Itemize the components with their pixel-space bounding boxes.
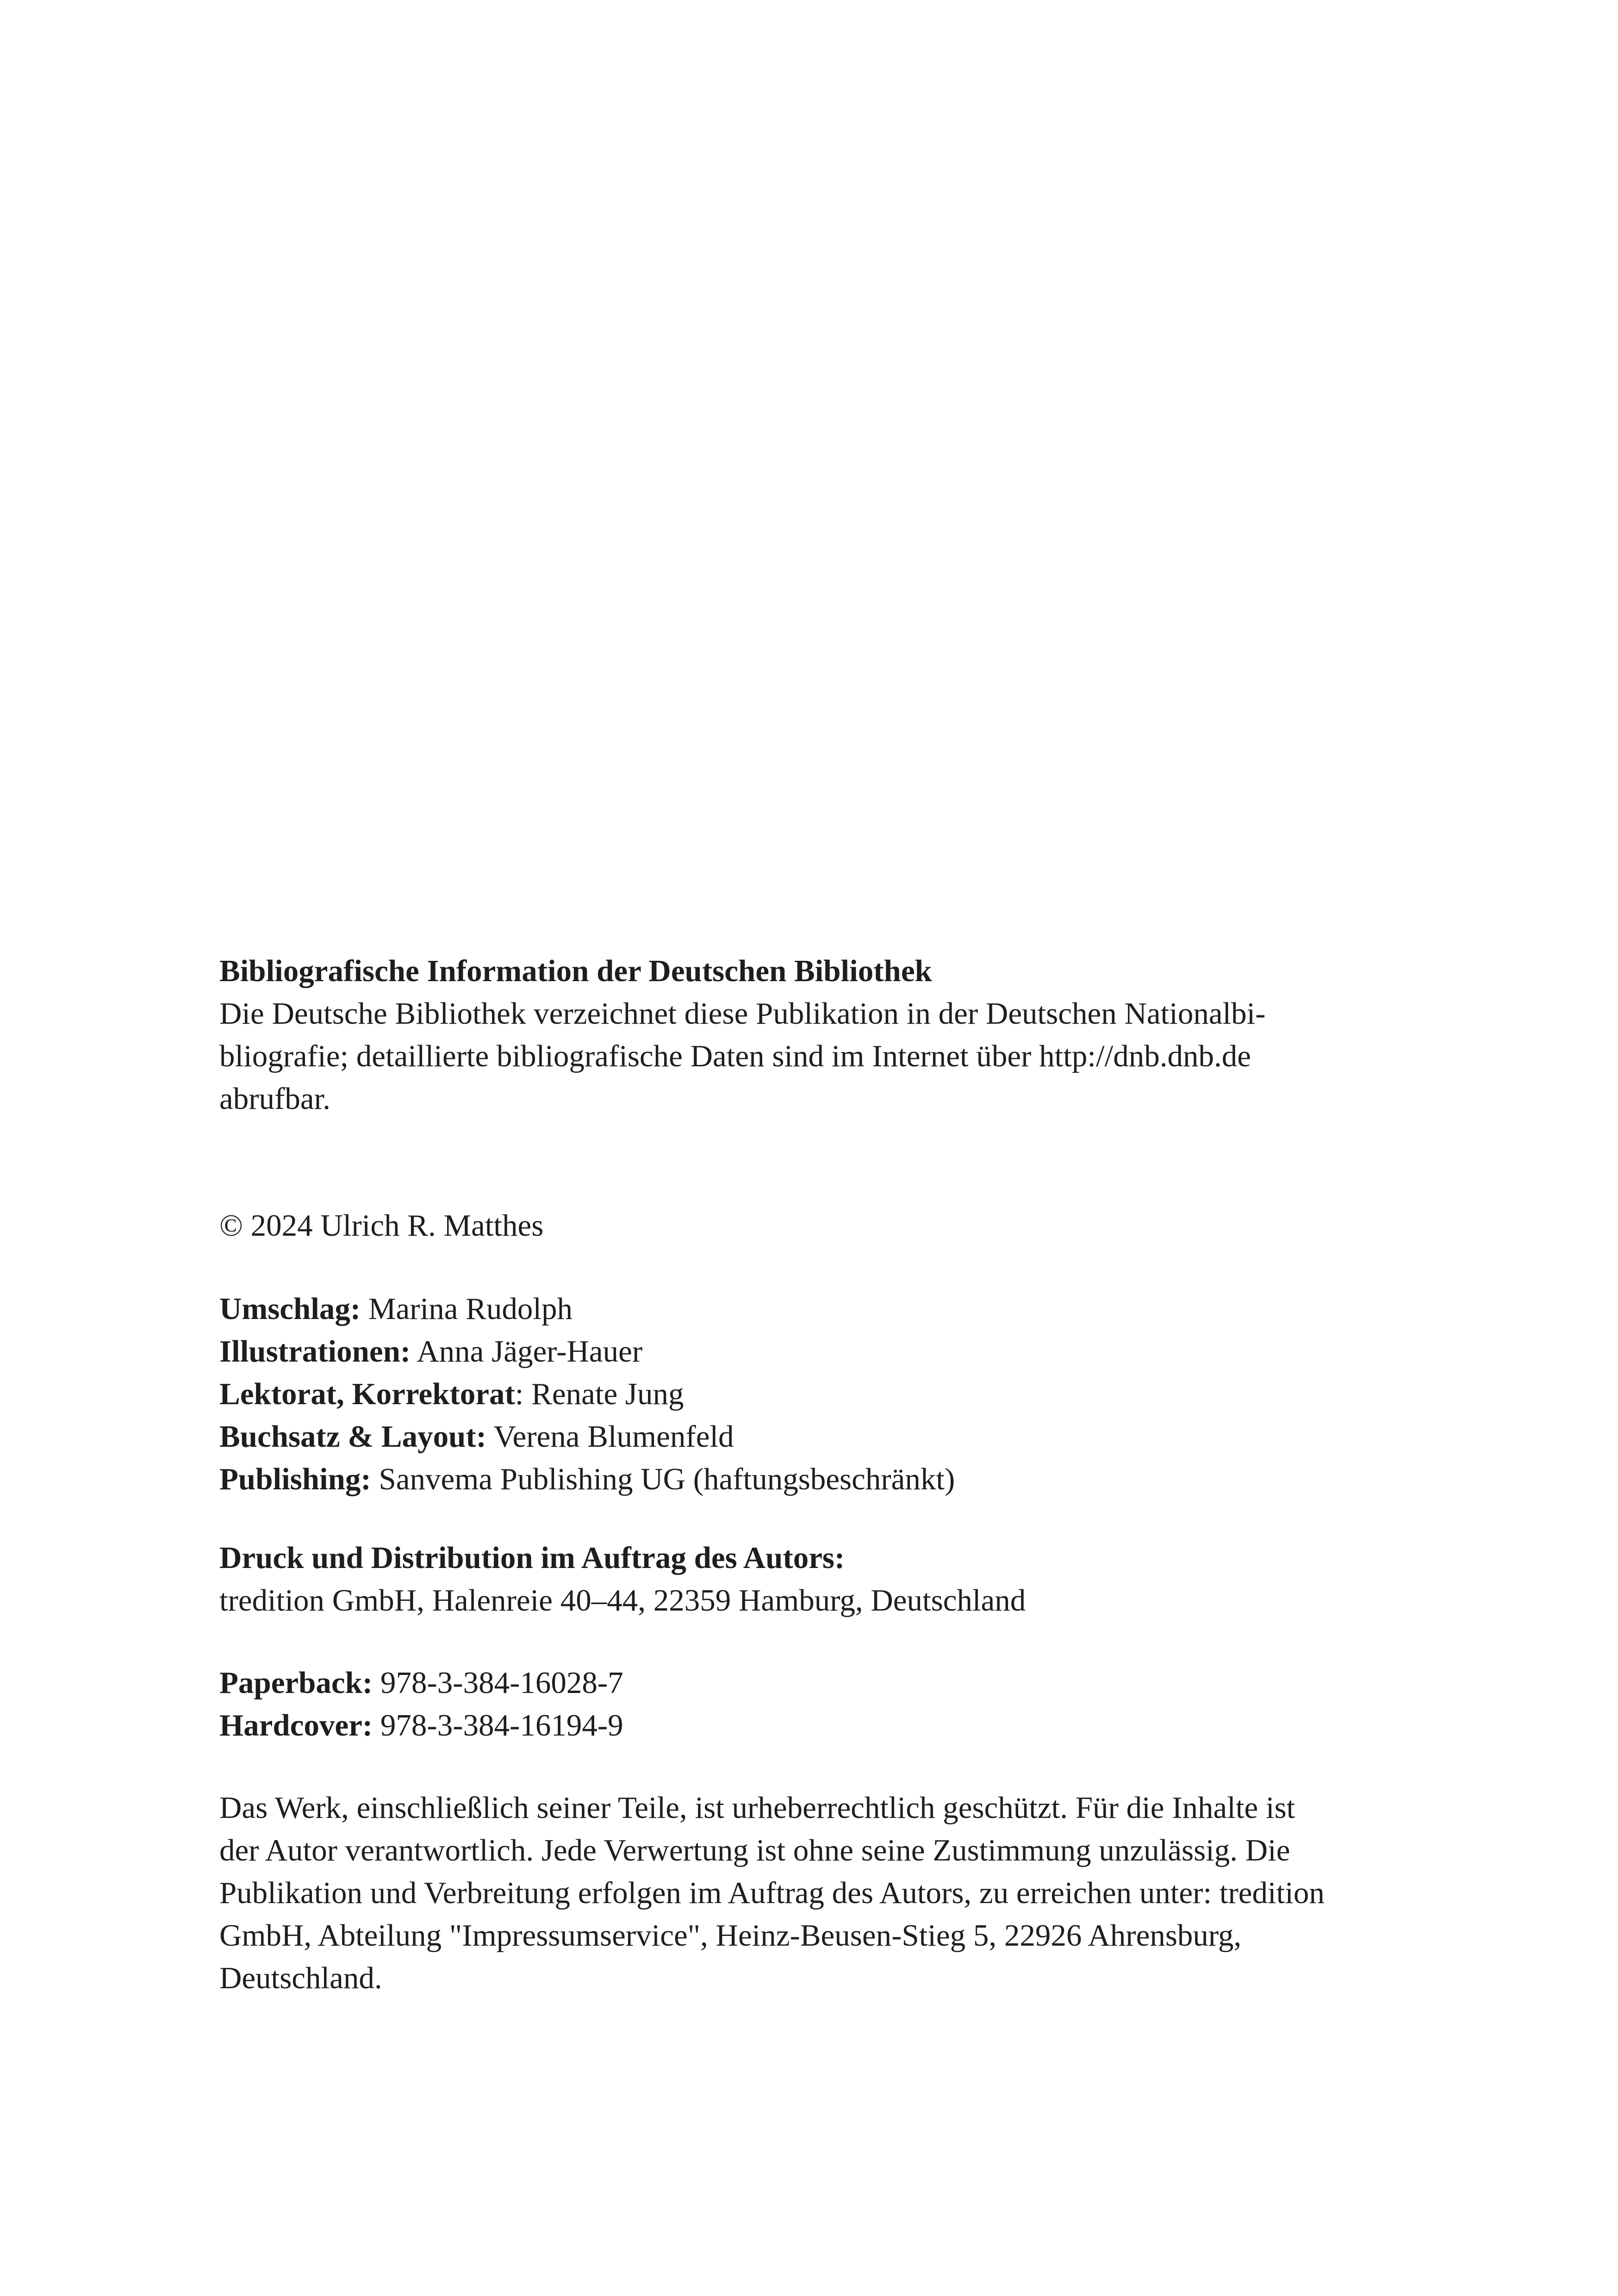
isbn-hardcover: [219, 1704, 1450, 1747]
bibliographic-line: bliografie; detaillierte bibliografische Daten sind im Internet über http://dnb.dnb.de: [219, 1039, 1251, 1073]
credit-value: : Renate Jung: [515, 1377, 684, 1411]
credit-label: Illustrationen:: [219, 1334, 411, 1369]
copyright-notice: © 2024 Ulrich R. Matthes: [219, 1208, 544, 1243]
legal-line: Deutschland.: [219, 1961, 382, 1995]
bibliographic-line: Die Deutsche Bibliothek verzeichnet diese Publikation in der Deutschen Nationalbi-: [219, 996, 1266, 1031]
copyright-section: [219, 1204, 1450, 1247]
credit-value: Sanvema Publishing UG (haftungsbeschränkt): [371, 1462, 955, 1496]
isbn-value: 978-3-384-16194-9: [373, 1708, 623, 1742]
bibliographic-heading: Bibliografische Information der Deutschen Bibliothek: [219, 954, 932, 988]
credit-publishing: [219, 1458, 1450, 1500]
credit-typesetting: [219, 1415, 1450, 1458]
credit-value: Marina Rudolph: [361, 1292, 573, 1326]
isbn-value: 978-3-384-16028-7: [373, 1666, 623, 1700]
printing-section: [219, 1537, 1450, 1622]
credit-cover: [219, 1288, 1450, 1330]
credit-editing: [219, 1373, 1450, 1415]
credit-label: Umschlag:: [219, 1292, 361, 1326]
isbn-section: [219, 1661, 1450, 1747]
isbn-label: Hardcover:: [219, 1708, 373, 1742]
legal-line: Publikation und Verbreitung erfolgen im Auftrag des Autors, zu erreichen unter: tredition: [219, 1876, 1325, 1910]
credit-value: Anna Jäger-Hauer: [411, 1334, 643, 1369]
isbn-paperback: [219, 1661, 1450, 1704]
credit-value: Verena Blumenfeld: [486, 1419, 734, 1454]
printing-heading: Druck und Distribution im Auftrag des Autors:: [219, 1541, 845, 1575]
isbn-label: Paperback:: [219, 1666, 373, 1700]
credit-label: Buchsatz & Layout:: [219, 1419, 486, 1454]
bibliographic-line: abrufbar.: [219, 1082, 330, 1116]
credits-section: [219, 1288, 1450, 1500]
legal-line: der Autor verantwortlich. Jede Verwertung ist ohne seine Zustimmung unzulässig. Die: [219, 1833, 1290, 1867]
credit-illustrations: [219, 1330, 1450, 1373]
bibliographic-section: [219, 950, 1450, 1120]
legal-section: [219, 1786, 1450, 1999]
legal-line: Das Werk, einschließlich seiner Teile, ist urheberrechtlich geschützt. Für die Inhalte ist: [219, 1791, 1295, 1825]
credit-label: Lektorat, Korrektorat: [219, 1377, 515, 1411]
legal-line: GmbH, Abteilung "Impressumservice", Heinz-Beusen-Stieg 5, 22926 Ahrensburg,: [219, 1918, 1242, 1953]
credit-label: Publishing:: [219, 1462, 371, 1496]
printing-address: tredition GmbH, Halenreie 40–44, 22359 Hamburg, Deutschland: [219, 1583, 1026, 1618]
